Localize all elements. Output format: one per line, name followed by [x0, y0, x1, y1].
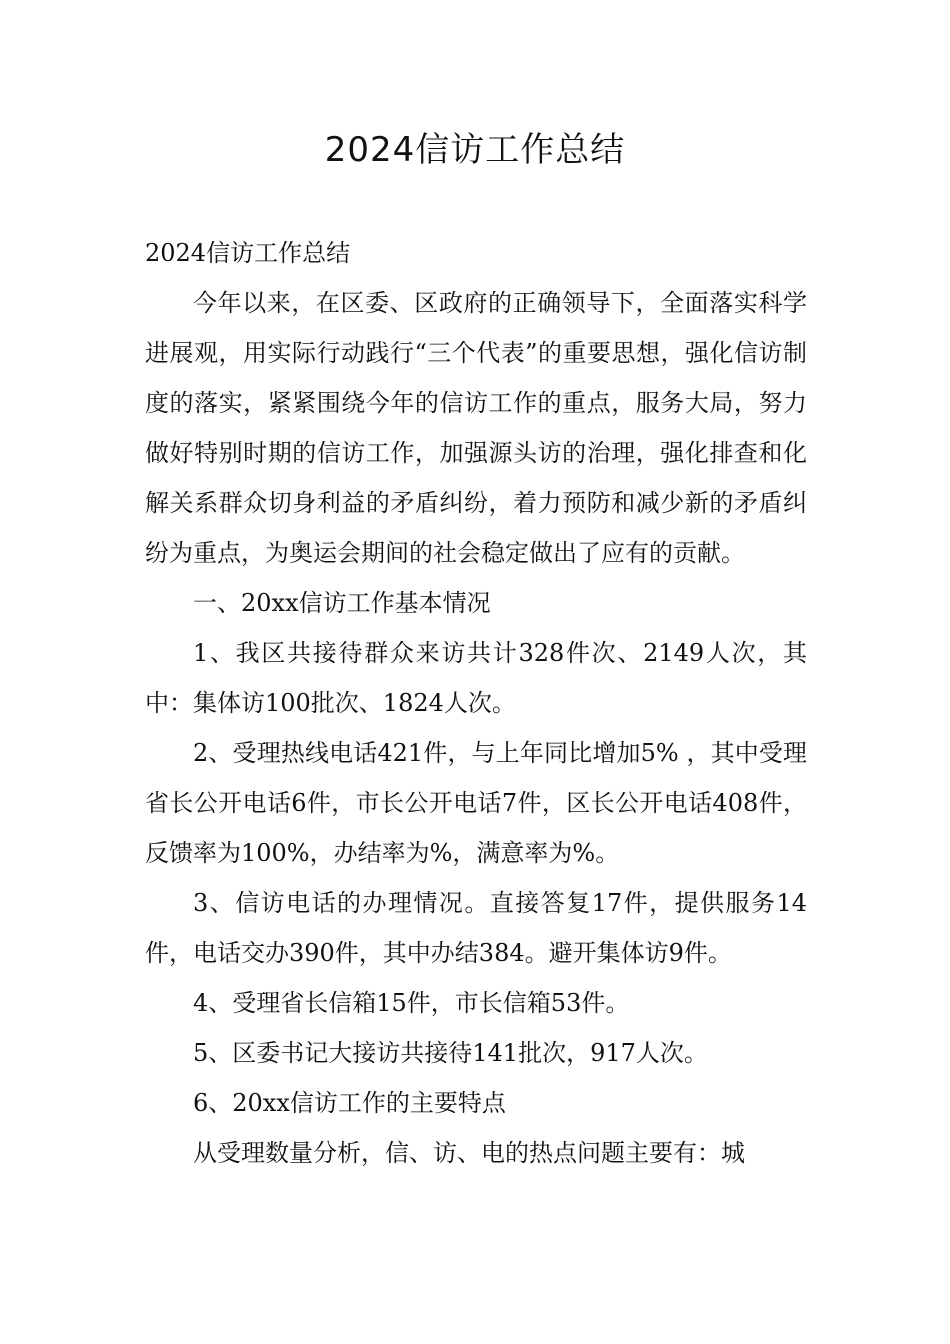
analysis-paragraph: 从受理数量分析，信、访、电的热点问题主要有：城 — [193, 1139, 745, 1167]
document-subtitle: 2024信访工作总结 — [145, 239, 351, 267]
document-title: 2024信访工作总结 — [324, 130, 626, 170]
list-item-visits: 1、我区共接待群众来访共计328件次、2149人次，其中：集体访100批次、1824人次。 — [145, 639, 807, 717]
list-item-main-features: 6、20xx信访工作的主要特点 — [193, 1089, 506, 1117]
section-heading-basic-situation: 一、20xx信访工作基本情况 — [193, 589, 491, 617]
document-body — [145, 228, 807, 1178]
list-item-phone-handling: 3、信访电话的办理情况。直接答复17件，提供服务14件，电话交办390件，其中办结384。避开集体访9件。 — [145, 889, 807, 967]
intro-paragraph: 今年以来，在区委、区政府的正确领导下，全面落实科学进展观，用实际行动践行“三个代表”的重要思想，强化信访制度的落实，紧紧围绕今年的信访工作的重点，服务大局，努力做好特别时期的信访工作，加强源头访的治理，强化排查和化解关系群众切身利益的矛盾纠纷，着力预防和减少新的矛盾纠纷为重点，为奥运会期间的社会稳定做出了应有的贡献。 — [145, 289, 807, 567]
list-item-hotline: 2、受理热线电话421件，与上年同比增加5% ，其中受理省长公开电话6件，市长公开电话7件，区长公开电话408件，反馈率为100%，办结率为%，满意率为%。 — [145, 739, 807, 867]
list-item-secretary-reception: 5、区委书记大接访共接待141批次，917人次。 — [193, 1039, 708, 1067]
list-item-mailbox: 4、受理省长信箱15件，市长信箱53件。 — [193, 989, 630, 1017]
